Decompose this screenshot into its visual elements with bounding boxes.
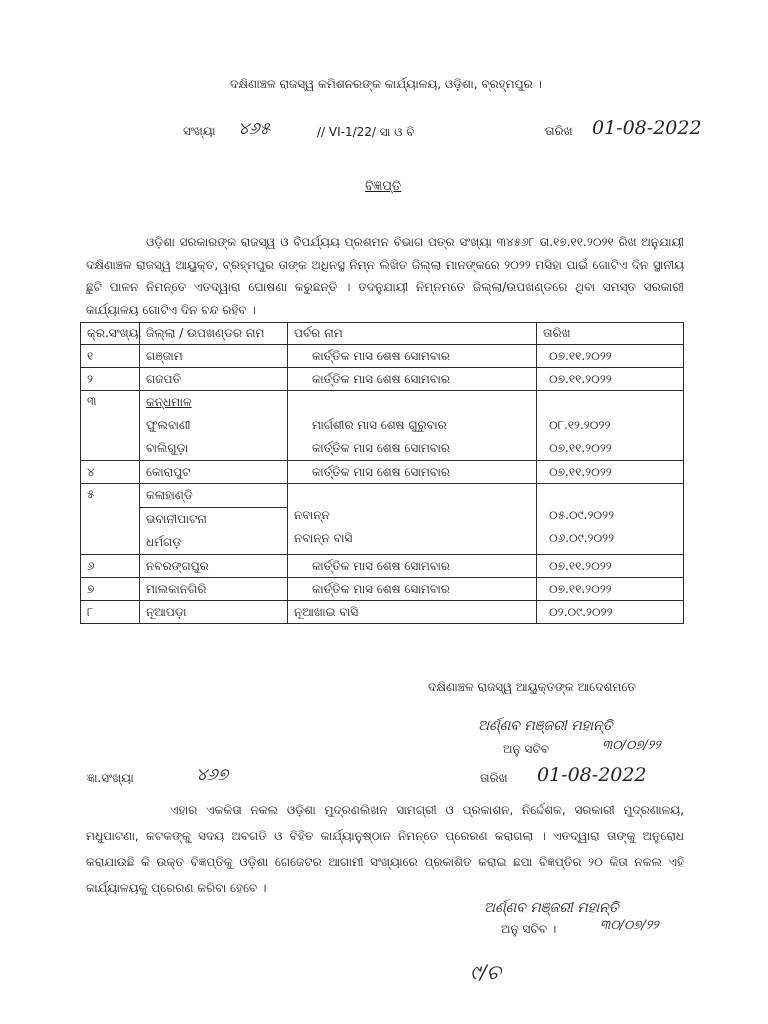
row-sl: ୩: [81, 391, 140, 461]
holiday-table: [80, 322, 684, 624]
row-festival: ନୂଆଖାଇ ବାସି: [288, 601, 537, 624]
row-festival: କାର୍ତ୍ତିକ ମାସ ଶେଷ ସୋମବାର: [288, 461, 537, 484]
signature-2-designation: ଅନୁ ସଚିବ ।: [501, 922, 557, 936]
header-sl: କ୍ର.ସଂଖ୍ୟା: [81, 323, 140, 345]
signature-2-date: ୩୦/୦୭/୨୨: [600, 918, 659, 933]
copy-paragraph: [86, 797, 684, 901]
ref-date-label: ତାରିଖ: [545, 124, 573, 138]
row-festival: ମାର୍ଗଶୀର ମାସ ଶେଷ ଗୁରୁବାର: [312, 418, 447, 432]
row-festival: ନବାନ୍ନ ବାସି: [294, 531, 353, 545]
row-date: ୦୭.୧୧.୨୦୨୨: [537, 461, 684, 484]
intro-text: ଓଡ଼ିଶା ସରକାରଙ୍କ ରାଜସ୍ୱ ଓ ବିପର୍ଯ୍ୟୟ ପ୍ରଶମନ ବିଭାଗ ପତ୍ର ସଂଖ୍ୟା ୩୪୫୬୮ ତା.୧୭.୧୧.୨୦୨୧ ରିଖ ଅନୁଯାୟୀ ଦକ୍ଷିଣାଞ୍ଚଳ ରାଜସ୍ୱ ଆୟୁକ୍ତ, ବ୍ରହ୍ମପୁର ତାଙ୍କ ଅଧିନସ୍ଥ ନିମ୍ନ ଲିଖିତ ଜିଲ୍ଲା ମାନଙ୍କରେ ୨୦୨୨ ମସିହା ପାଇଁ ଗୋଟିଏ ଦିନ ସ୍ଥାନୀୟ ଛୁଟି ପାଳନ ନିମନ୍ତେ ଏତଦ୍ୱାରା ଘୋଷଣା କରୁଛନ୍ତି । ତଦନୁଯାୟୀ ନିମ୍ନମତେ ଜିଲ୍ଲା/ଉପଖଣ୍ଡରେ ଥିବା ସମସ୍ତ ସରକାରୀ କାର୍ଯ୍ୟାଳୟ ଗୋଟିଏ ଦିନ ବନ୍ଦ ରହିବ ।: [86, 235, 684, 317]
row-sl: ୪: [81, 461, 140, 484]
row-date: ୦୭.୧୧.୨୦୨୨: [537, 578, 684, 601]
header-festival: ପର୍ବର ନାମ: [288, 323, 537, 345]
row-festival: କାର୍ତ୍ତିକ ମାସ ଶେଷ ସୋମବାର: [312, 441, 450, 455]
row-date: ୦୨.୦୯.୨୦୨୨: [537, 601, 684, 624]
row-date: ୦୭.୧୧.୨୦୨୨: [537, 555, 684, 578]
ref-label: ସଂଖ୍ୟା: [183, 124, 216, 138]
row-subdivision: ଫୁଲବାଣୀ: [146, 418, 191, 432]
signature-1-date: ୩୦/୦୭/୨୨: [602, 738, 661, 753]
row-district: ମାଲକାନଗିରି: [140, 578, 288, 601]
row-district: ନବରଙ୍ଗପୁର: [140, 555, 288, 578]
table-row: [81, 484, 684, 555]
row-district: କନ୍ଧମାଳ: [146, 395, 192, 409]
notice-title: ବିଜ୍ଞପ୍ତି: [365, 179, 402, 194]
memo-date: 01-08-2022: [537, 764, 647, 786]
row-festival: ନବାନ୍ନ: [294, 508, 330, 522]
row-sl: ୬: [81, 555, 140, 578]
table-row: [81, 555, 684, 578]
ref-code: // VI-1/22/ ସା ଓ ବି: [317, 125, 415, 139]
row-subdivision: ଧର୍ମଗଡ଼: [146, 535, 182, 549]
header-date: ତାରିଖ: [537, 323, 684, 345]
row-sl: ୮: [81, 601, 140, 624]
row-festival: କାର୍ତ୍ତିକ ମାସ ଶେଷ ସୋମବାର: [288, 555, 537, 578]
row-date: ୦୭.୧୧.୨୦୨୨: [537, 368, 684, 391]
copy-text: ଏହାର ଏକକିତା ନକଲ ଓଡ଼ିଶା ମୁଦ୍ରଣଲିଖନ ସାମଗ୍ରୀ ଓ ପ୍ରକାଶନ, ନିର୍ଦ୍ଦେଶକ, ସରକାରୀ ମୁଦ୍ରଣାଳୟ, ମଧୁପାଟଣା, କଟକଙ୍କୁ ସଦୟ ଅବଗତି ଓ ବିହିତ କାର୍ଯ୍ୟାନୁଷ୍ଠାନ ନିମନ୍ତେ ପ୍ରେରଣ କରାଗଲା । ଏତଦ୍ୱାରା ତାଙ୍କୁ ଅନୁରୋଧ କରାଯାଉଛି କି ଉକ୍ତ ବିଜ୍ଞପ୍ତିକୁ ଓଡ଼ିଶା ଗେଜେଟର ଆଗାମୀ ସଂଖ୍ୟାରେ ପ୍ରକାଶିତ କରାଇ ଛପା ବିଜ୍ଞପ୍ତିର ୨୦ କିତା ନକଲ ଏହି କାର୍ଯ୍ୟାଳୟକୁ ପ୍ରେରଣ କରିବା ହେବେ ।: [86, 803, 684, 895]
row-date: ୦୭.୧୧.୨୦୨୨: [549, 441, 612, 455]
signature-1-designation: ଅନୁ ସଚିବ: [503, 742, 550, 756]
signature-1: ଅର୍ଣ୍ଣବ ମଞ୍ଜରୀ ମହାନ୍ତି: [478, 718, 613, 734]
row-district: ଗଞ୍ଜାମ: [140, 345, 288, 368]
memo-label: ଜ୍ଞା.ସଂଖ୍ୟା: [87, 771, 134, 785]
memo-number: ୪୬୭: [196, 765, 228, 785]
table-row: [81, 578, 684, 601]
row-date: ୦୮.୧୨.୨୦୨୨: [549, 418, 611, 432]
ref-date: 01-08-2022: [592, 117, 702, 139]
row-sl: ୫: [81, 484, 140, 555]
table-row: [81, 368, 684, 391]
header-district: ଜିଲ୍ଲା / ଉପଖଣ୍ଡର ନାମ: [140, 323, 288, 345]
office-header: ଦକ୍ଷିଣାଞ୍ଚଳ ରାଜସ୍ୱ କମିଶନରଙ୍କ କାର୍ଯ୍ୟାଳୟ, ଓଡ଼ିଶା, ବ୍ରହ୍ମପୁର ।: [230, 77, 542, 91]
table-header-row: [81, 323, 684, 345]
initial-mark: ୯/ଚ: [470, 960, 501, 984]
signature-2: ଅର୍ଣ୍ଣବ ମଞ୍ଜରୀ ମହାନ୍ତି: [484, 900, 619, 916]
row-sl: ୧: [81, 345, 140, 368]
row-date: ୦୫.୦୯.୨୦୨୨: [549, 508, 615, 522]
row-district: ନୂଆପଡ଼ା: [140, 601, 288, 624]
row-sl: ୨: [81, 368, 140, 391]
row-sl: ୭: [81, 578, 140, 601]
row-festival: କାର୍ତ୍ତିକ ମାସ ଶେଷ ସୋମବାର: [288, 345, 537, 368]
table-row: [81, 461, 684, 484]
row-district: କୋରାପୁଟ: [140, 461, 288, 484]
row-date: ୦୭.୧୧.୨୦୨୨: [537, 345, 684, 368]
memo-date-label: ତାରିଖ: [480, 771, 508, 785]
row-festival: କାର୍ତ୍ତିକ ମାସ ଶେଷ ସୋମବାର: [288, 578, 537, 601]
table-row: [81, 345, 684, 368]
row-subdivision: ବାଲିଗୁଡ଼ା: [146, 441, 189, 455]
row-date: ୦୬.୦୯.୨୦୨୨: [549, 531, 615, 545]
table-row: [81, 601, 684, 624]
row-festival: କାର୍ତ୍ତିକ ମାସ ଶେଷ ସୋମବାର: [288, 368, 537, 391]
table-row: [81, 391, 684, 461]
intro-paragraph: [86, 231, 684, 321]
order-line: ଦକ୍ଷିଣାଞ୍ଚଳ ରାଜସ୍ୱ ଆୟୁକ୍ତଙ୍କ ଆଦେଶମତେ: [428, 680, 636, 694]
row-district: ଗଜପତି: [140, 368, 288, 391]
row-district: କଳାହାଣ୍ଡି: [140, 484, 287, 508]
ref-number: ୪୬୫: [238, 119, 271, 139]
row-subdivision: ଭବାନୀପାଟନା: [146, 512, 207, 526]
